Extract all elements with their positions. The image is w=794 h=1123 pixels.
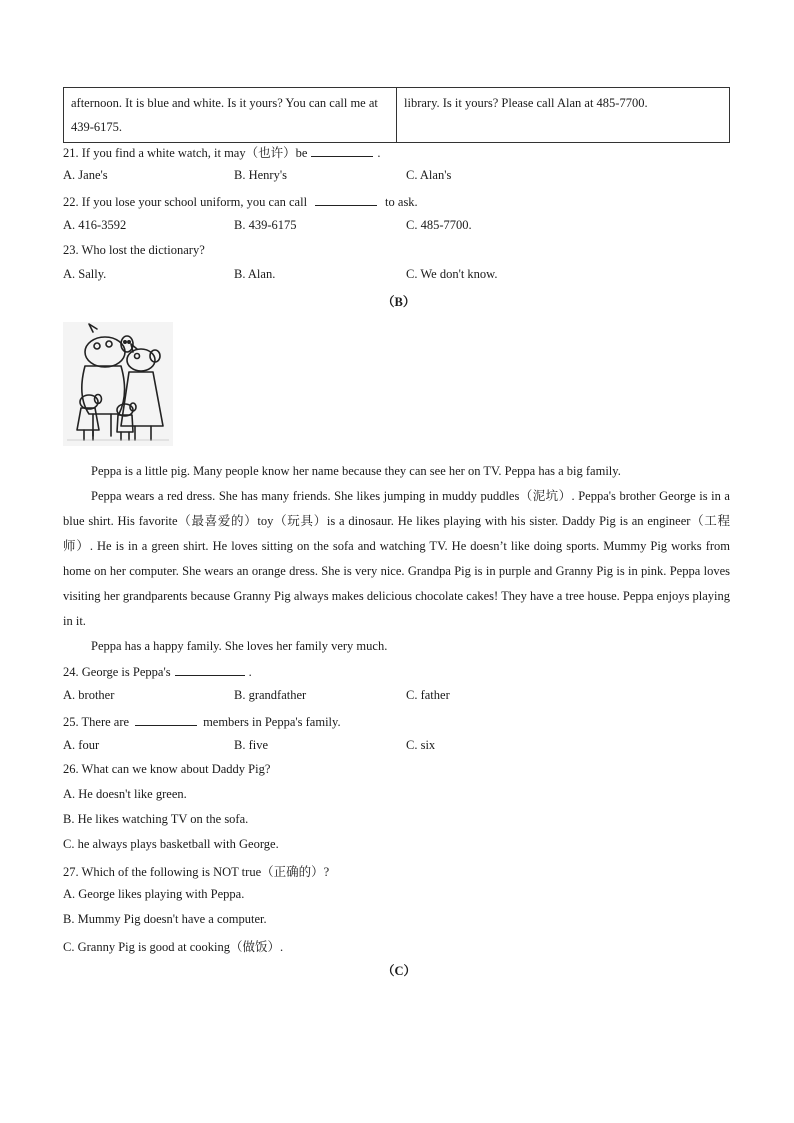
q23-option-b[interactable]: B. Alan. bbox=[234, 267, 276, 281]
q27-option-a[interactable]: A. George likes playing with Peppa. bbox=[63, 887, 245, 901]
passage-paragraph-3: Peppa has a happy family. She loves her family very much. bbox=[91, 639, 388, 653]
question-27: 27. Which of the following is NOT true（正确的）? bbox=[63, 865, 330, 879]
question-23: 23. Who lost the dictionary? bbox=[63, 243, 205, 257]
section-b-heading: （B） bbox=[382, 295, 416, 309]
question-24-stem-end: . bbox=[248, 665, 252, 679]
question-24 bbox=[63, 663, 252, 680]
notice-cell-right: library. Is it yours? Please call Alan at 485-7700. bbox=[397, 88, 730, 143]
question-24-stem: 24. George is Peppa's bbox=[63, 665, 171, 679]
question-21 bbox=[63, 143, 381, 161]
passage-paragraph-1: Peppa is a little pig. Many people know her name because they can see her on TV. Peppa has a big family. bbox=[91, 464, 621, 478]
question-21-stem: 21. If you find a white watch, it may（也许）be bbox=[63, 146, 308, 160]
q27-option-b[interactable]: B. Mummy Pig doesn't have a computer. bbox=[63, 912, 267, 926]
q22-option-a[interactable]: A. 416-3592 bbox=[63, 218, 127, 232]
question-21-stem-end: . bbox=[377, 146, 381, 160]
answer-blank bbox=[315, 193, 377, 206]
q27-option-c[interactable]: C. Granny Pig is good at cooking（做饭）. bbox=[63, 940, 284, 954]
q26-option-b[interactable]: B. He likes watching TV on the sofa. bbox=[63, 812, 249, 826]
q25-option-b[interactable]: B. five bbox=[234, 738, 269, 752]
q23-option-c[interactable]: C. We don't know. bbox=[406, 267, 498, 281]
question-25-stem: 25. There are bbox=[63, 715, 130, 729]
answer-blank bbox=[175, 663, 245, 676]
q25-option-c[interactable]: C. six bbox=[406, 738, 436, 752]
question-25 bbox=[63, 713, 341, 730]
q24-option-b[interactable]: B. grandfather bbox=[234, 688, 307, 702]
answer-blank bbox=[135, 713, 197, 726]
notice-cell-left: afternoon. It is blue and white. Is it yours? You can call me at 439-6175. bbox=[64, 88, 397, 143]
question-22 bbox=[63, 193, 418, 210]
passage-paragraph-2: Peppa wears a red dress. She has many friends. She likes jumping in muddy puddles（泥坑）. Peppa's brother George is in a blue shirt. His favorite（最喜爱的）toy（玩具）is a dinosaur. He likes playing with his sister. Daddy Pig is an engineer（工程师）. He is in a green shirt. He loves sitting on the sofa and watching TV. He doesn’t like doing sports. Mummy Pig works from home on her computer. She wears an orange dress. She is very nice. Grandpa Pig is in purple and Granny Pig is in pink. Peppa loves visiting her grandparents because Granny Pig always makes delicious chocolate cakes! They have a tree house. Peppa enjoys playing in it. bbox=[63, 489, 730, 628]
q21-option-b[interactable]: B. Henry's bbox=[234, 168, 287, 182]
q22-option-c[interactable]: C. 485-7700. bbox=[406, 218, 472, 232]
question-25-stem-end: members in Peppa's family. bbox=[203, 715, 341, 729]
question-22-stem-end: to ask. bbox=[385, 195, 418, 209]
q22-option-b[interactable]: B. 439-6175 bbox=[234, 218, 297, 232]
answer-blank bbox=[311, 144, 373, 157]
question-22-stem: 22. If you lose your school uniform, you can call bbox=[63, 195, 308, 209]
q21-option-a[interactable]: A. Jane's bbox=[63, 168, 108, 182]
peppa-family-drawing-icon bbox=[63, 322, 173, 446]
question-26: 26. What can we know about Daddy Pig? bbox=[63, 762, 271, 776]
notice-table bbox=[63, 87, 730, 143]
q24-option-c[interactable]: C. father bbox=[406, 688, 450, 702]
q21-option-c[interactable]: C. Alan's bbox=[406, 168, 452, 182]
q26-option-c[interactable]: C. he always plays basketball with George. bbox=[63, 837, 279, 851]
q24-option-a[interactable]: A. brother bbox=[63, 688, 115, 702]
q23-option-a[interactable]: A. Sally. bbox=[63, 267, 107, 281]
q25-option-a[interactable]: A. four bbox=[63, 738, 100, 752]
q26-option-a[interactable]: A. He doesn't like green. bbox=[63, 787, 187, 801]
section-c-heading: （C） bbox=[382, 964, 417, 978]
